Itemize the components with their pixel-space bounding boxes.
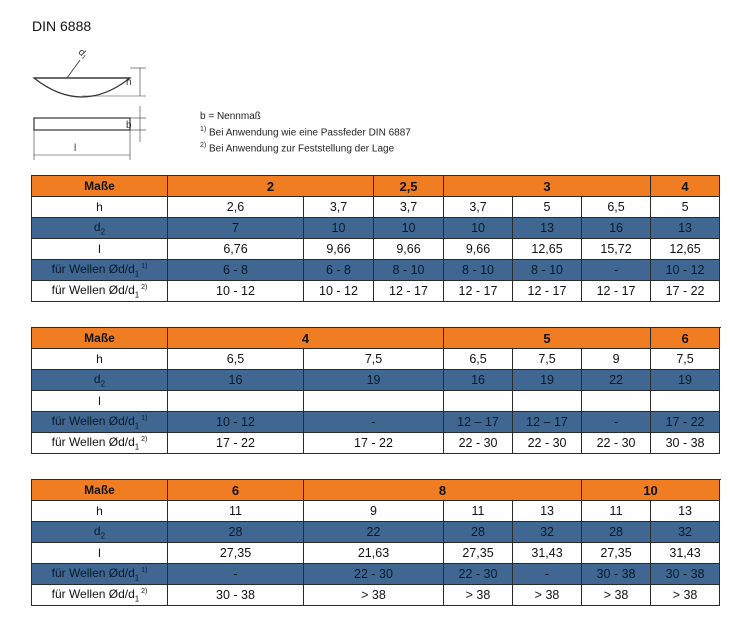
table-cell: 8 - 10 [444, 260, 513, 281]
row-label-masse: Maße [32, 480, 168, 501]
table-cell: 22 - 30 [304, 564, 444, 585]
table-cell: 11 [444, 501, 513, 522]
table-cell: 6,5 [582, 197, 651, 218]
table-cell: 19 [651, 370, 720, 391]
row-label-fw2: für Wellen $Ød/d_1$ $^{2)}$ [32, 433, 168, 454]
table-cell: 12,65 [651, 239, 720, 260]
document-title: DIN 6888 [32, 18, 92, 34]
row-label-masse: Maße [32, 176, 168, 197]
table-cell: 7 [168, 218, 304, 239]
table-cell: 13 [651, 501, 720, 522]
table-cell: 9,66 [374, 239, 444, 260]
table-cell: 17 - 22 [651, 281, 720, 302]
table-row-h [32, 501, 720, 522]
spec-table-1 [31, 175, 720, 302]
table-cell: 7,5 [304, 349, 444, 370]
table-cell: 15,72 [582, 239, 651, 260]
table-cell: 13 [513, 501, 582, 522]
table-row-fw2 [32, 281, 720, 302]
table-row-h [32, 349, 720, 370]
table-cell: 9,66 [304, 239, 374, 260]
table-cell: 22 [304, 522, 444, 543]
table-cell: 6 - 8 [304, 260, 374, 281]
header-row [32, 480, 720, 501]
table-cell: 10 - 12 [168, 412, 304, 433]
row-label-l: l [32, 391, 168, 412]
table-row-l [32, 391, 720, 412]
size-group-header: 4 [651, 176, 720, 197]
table-row-fw2 [32, 433, 720, 454]
table-row-d [32, 370, 720, 391]
table-cell: 12 - 17 [374, 281, 444, 302]
table-cell: 11 [582, 501, 651, 522]
table-cell: - [582, 412, 651, 433]
table-cell: 3,7 [374, 197, 444, 218]
table-cell: 28 [444, 522, 513, 543]
row-label-d: $d_2$ [32, 370, 168, 391]
size-group-header: 6 [168, 480, 304, 501]
table-cell: 17 - 22 [168, 433, 304, 454]
label-d1: d₁ [75, 46, 90, 62]
header-row [32, 328, 720, 349]
table-cell: 5 [513, 197, 582, 218]
table-cell: 31,43 [651, 543, 720, 564]
table-cell: 7,5 [651, 349, 720, 370]
table-cell: 30 - 38 [651, 564, 720, 585]
table-cell: 27,35 [168, 543, 304, 564]
table-cell: 8 - 10 [513, 260, 582, 281]
table-cell: 28 [168, 522, 304, 543]
table-cell: 13 [651, 218, 720, 239]
table-row-fw1 [32, 260, 720, 281]
table-cell [651, 391, 720, 412]
table-cell: 32 [513, 522, 582, 543]
table-cell [168, 391, 304, 412]
table-cell: 22 - 30 [582, 433, 651, 454]
table-cell: > 38 [304, 585, 444, 606]
table-cell [582, 391, 651, 412]
table-cell: 12 – 17 [444, 412, 513, 433]
note-nominal: b = Nennmaß [200, 111, 261, 122]
table-cell: 6,5 [168, 349, 304, 370]
table-cell: 7,5 [513, 349, 582, 370]
note-1: $^{1)}$ Bei Anwendung wie eine Passfeder DIN 6887 [200, 126, 411, 139]
table-cell: 19 [304, 370, 444, 391]
table-cell: 27,35 [582, 543, 651, 564]
table-cell: 6,76 [168, 239, 304, 260]
row-label-fw1: für Wellen $Ød/d_1$ $^{1)}$ [32, 260, 168, 281]
table-cell: - [582, 260, 651, 281]
table-cell: 11 [168, 501, 304, 522]
table-cell: 16 [168, 370, 304, 391]
table-cell: > 38 [513, 585, 582, 606]
table-cell: 12,65 [513, 239, 582, 260]
table-cell: 12 - 17 [513, 281, 582, 302]
table-cell: 9,66 [444, 239, 513, 260]
row-label-fw1: für Wellen $Ød/d_1$ $^{1)}$ [32, 564, 168, 585]
table-cell: 12 - 17 [444, 281, 513, 302]
table-row-fw1 [32, 412, 720, 433]
table-cell: > 38 [582, 585, 651, 606]
table-cell: 2,6 [168, 197, 304, 218]
table-cell: 17 - 22 [651, 412, 720, 433]
size-group-header: 3 [444, 176, 651, 197]
table-cell: 19 [513, 370, 582, 391]
table-cell: 32 [651, 522, 720, 543]
table-row-h [32, 197, 720, 218]
size-group-header: 4 [168, 328, 444, 349]
size-group-header: 6 [651, 328, 720, 349]
table-cell: 16 [444, 370, 513, 391]
row-label-fw2: für Wellen $Ød/d_1$ $^{2)}$ [32, 585, 168, 606]
row-label-h: h [32, 501, 168, 522]
table-cell: 27,35 [444, 543, 513, 564]
label-b: b [126, 120, 132, 131]
size-group-header: 8 [304, 480, 582, 501]
row-label-l: l [32, 239, 168, 260]
table-row-l [32, 543, 720, 564]
row-label-l: l [32, 543, 168, 564]
table-cell: 22 - 30 [444, 433, 513, 454]
table-cell: 5 [651, 197, 720, 218]
row-label-fw2: für Wellen $Ød/d_1$ $^{2)}$ [32, 281, 168, 302]
table-cell: 10 - 12 [304, 281, 374, 302]
size-group-header: 5 [444, 328, 651, 349]
size-group-header: 10 [582, 480, 720, 501]
spec-table-3 [31, 479, 720, 606]
table-cell [304, 391, 444, 412]
row-label-h: h [32, 197, 168, 218]
table-cell: 3,7 [304, 197, 374, 218]
table-cell: 16 [582, 218, 651, 239]
table-cell: 3,7 [444, 197, 513, 218]
row-label-h: h [32, 349, 168, 370]
table-cell: 10 - 12 [168, 281, 304, 302]
note-2: $^{2)}$ Bei Anwendung zur Feststellung der Lage [200, 142, 395, 155]
table-cell: 22 - 30 [444, 564, 513, 585]
table-cell: 12 - 17 [582, 281, 651, 302]
woodruff-key-drawing [22, 38, 152, 163]
table-cell [513, 391, 582, 412]
table-row-fw1 [32, 564, 720, 585]
table-cell: 12 – 17 [513, 412, 582, 433]
table-cell: 9 [582, 349, 651, 370]
table-cell: 22 - 30 [513, 433, 582, 454]
row-label-d: $d_2$ [32, 218, 168, 239]
table-row-d [32, 218, 720, 239]
row-label-d: $d_2$ [32, 522, 168, 543]
table-cell: 30 - 38 [651, 433, 720, 454]
table-cell: - [304, 412, 444, 433]
table-cell: 21,63 [304, 543, 444, 564]
table-cell: 6,5 [444, 349, 513, 370]
table-cell: 8 - 10 [374, 260, 444, 281]
table-cell: 30 - 38 [168, 585, 304, 606]
table-cell: 6 - 8 [168, 260, 304, 281]
table-cell: 22 [582, 370, 651, 391]
table-cell: 30 - 38 [582, 564, 651, 585]
table-cell: > 38 [651, 585, 720, 606]
row-label-masse: Maße [32, 328, 168, 349]
table-cell: 28 [582, 522, 651, 543]
table-row-l [32, 239, 720, 260]
header-row [32, 176, 720, 197]
spec-table-2 [31, 327, 720, 454]
label-l: l [74, 143, 77, 154]
table-row-fw2 [32, 585, 720, 606]
size-group-header: 2 [168, 176, 374, 197]
table-row-d [32, 522, 720, 543]
table-cell: 10 [304, 218, 374, 239]
table-cell: 10 [444, 218, 513, 239]
table-cell [444, 391, 513, 412]
table-cell: 9 [304, 501, 444, 522]
size-group-header: 2,5 [374, 176, 444, 197]
label-h: h [126, 77, 132, 88]
table-cell: 13 [513, 218, 582, 239]
table-cell: - [168, 564, 304, 585]
row-label-fw1: für Wellen $Ød/d_1$ $^{1)}$ [32, 412, 168, 433]
table-cell: 31,43 [513, 543, 582, 564]
table-cell: - [513, 564, 582, 585]
table-cell: 10 [374, 218, 444, 239]
table-cell: > 38 [444, 585, 513, 606]
table-cell: 17 - 22 [304, 433, 444, 454]
table-cell: 10 - 12 [651, 260, 720, 281]
